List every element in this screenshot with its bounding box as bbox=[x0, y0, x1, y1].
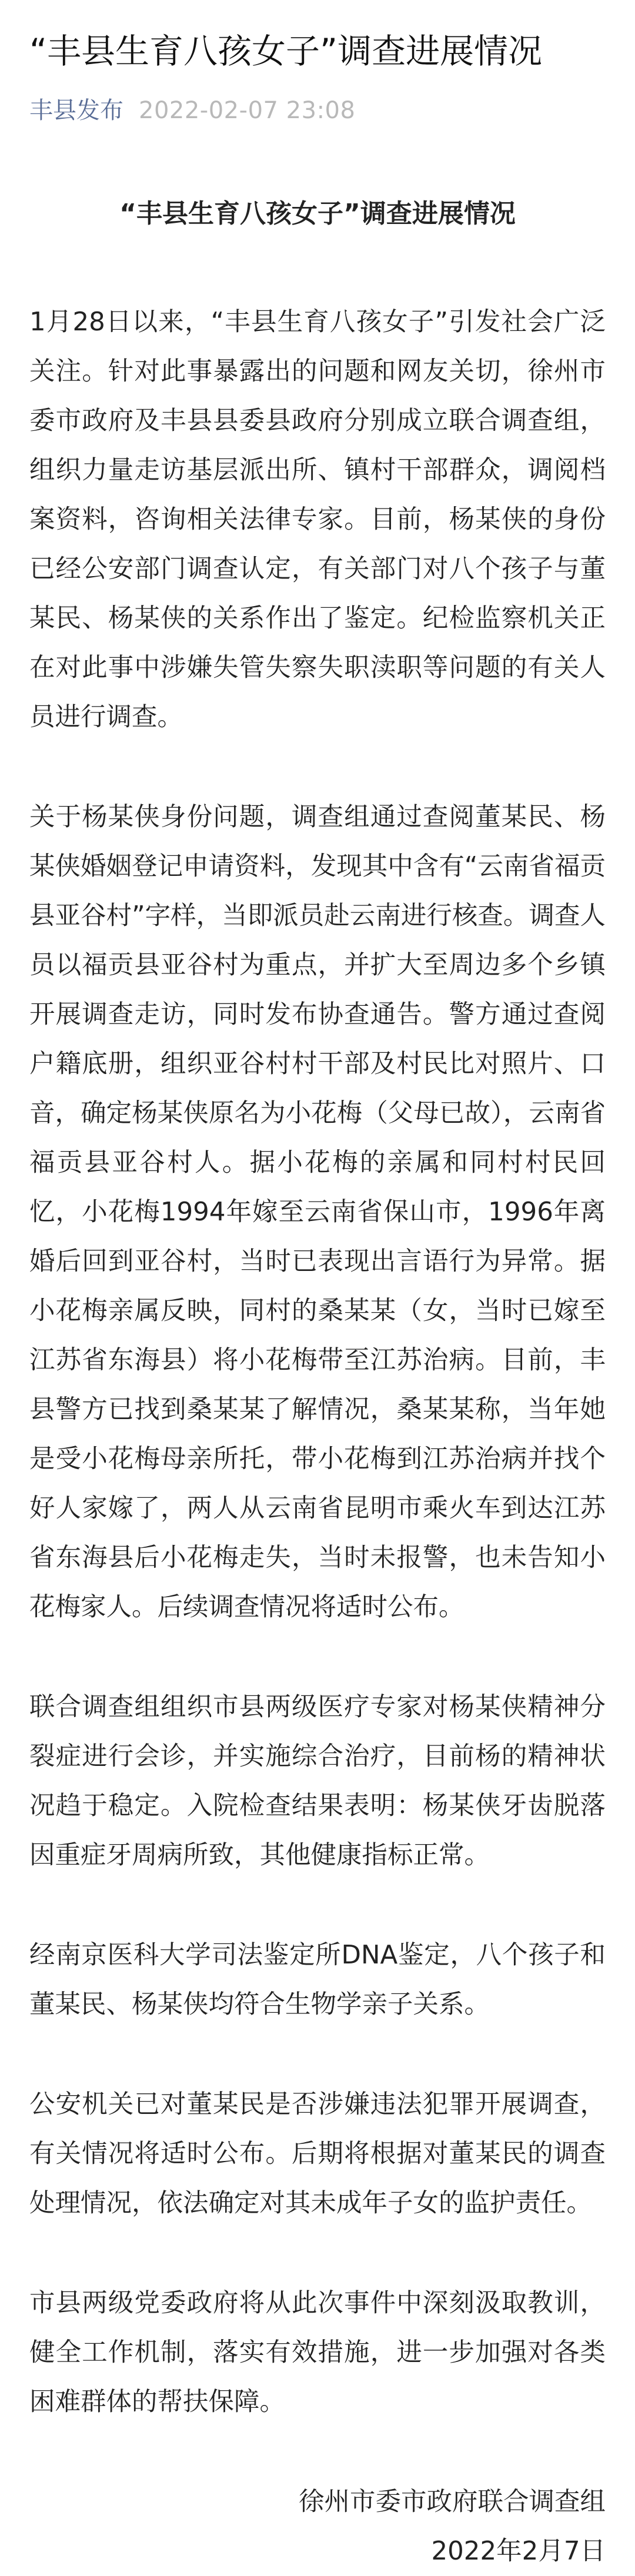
paragraph-1: 1月28日以来，“丰县生育八孩女子”引发社会广泛关注。针对此事暴露出的问题和网友关切，徐州市委市政府及丰县县委县政府分别成立联合调查组，组织力量走访基层派出所、镇村干部群众，调阅档案资料，咨询相关法律专家。目前，杨某侠的身份已经公安部门调查认定，有关部门对八个孩子与董某民、杨某侠的关系作出了鉴定。纪检监察机关正在对此事中涉嫌失管失察失职渎职等问题的有关人员进行调查。 bbox=[29, 307, 606, 732]
paragraph-3: 联合调查组组织市县两级医疗专家对杨某侠精神分裂症进行会诊，并实施综合治疗，目前杨的精神状况趋于稳定。入院检查结果表明：杨某侠牙齿脱落因重症牙周病所致，其他健康指标正常。 bbox=[29, 1692, 606, 1870]
publish-time: 2022-02-07 23:08 bbox=[139, 97, 356, 125]
signature-date: 2022年2月7日 bbox=[431, 2536, 606, 2566]
content-headline: “丰县生育八孩女子”调查进展情况 bbox=[119, 199, 516, 229]
signature-block bbox=[29, 2477, 606, 2576]
article-content bbox=[29, 196, 606, 2575]
paragraph-5: 公安机关已对董某民是否涉嫌违法犯罪开展调查，有关情况将适时公布。后期将根据对董某民的调查处理情况，依法确定对其未成年子女的监护责任。 bbox=[29, 2089, 606, 2218]
paragraph-4: 经南京医科大学司法鉴定所DNA鉴定，八个孩子和董某民、杨某侠均符合生物学亲子关系。 bbox=[29, 1940, 606, 2019]
paragraph-2: 关于杨某侠身份问题，调查组通过查阅董某民、杨某侠婚姻登记申请资料，发现其中含有“云南省福贡县亚谷村”字样，当即派员赴云南进行核查。调查人员以福贡县亚谷村为重点，并扩大至周边多个乡镇开展调查走访，同时发布协查通告。警方通过查阅户籍底册，组织亚谷村村干部及村民比对照片、口音，确定杨某侠原名为小花梅（父母已故），云南省福贡县亚谷村人。据小花梅的亲属和同村村民回忆，小花梅1994年嫁至云南省保山市，1996年离婚后回到亚谷村，当时已表现出言语行为异常。据小花梅亲属反映，同村的桑某某（女，当时已嫁至江苏省东海县）将小花梅带至江苏治病。目前，丰县警方已找到桑某某了解情况，桑某某称，当年她是受小花梅母亲所托，带小花梅到江苏治病并找个好人家嫁了，两人从云南省昆明市乘火车到达江苏省东海县后小花梅走失，当时未报警，也未告知小花梅家人。后续调查情况将适时公布。 bbox=[29, 802, 606, 1622]
article-title: “丰县生育八孩女子”调查进展情况 bbox=[29, 31, 543, 71]
signature-organization: 徐州市委市政府联合调查组 bbox=[299, 2487, 606, 2517]
paragraph-6: 市县两级党委政府将从此次事件中深刻汲取教训，健全工作机制，落实有效措施，进一步加强对各类困难群体的帮扶保障。 bbox=[29, 2288, 606, 2417]
article-meta bbox=[29, 96, 606, 125]
source-account-link[interactable]: 丰县发布 bbox=[29, 97, 123, 125]
